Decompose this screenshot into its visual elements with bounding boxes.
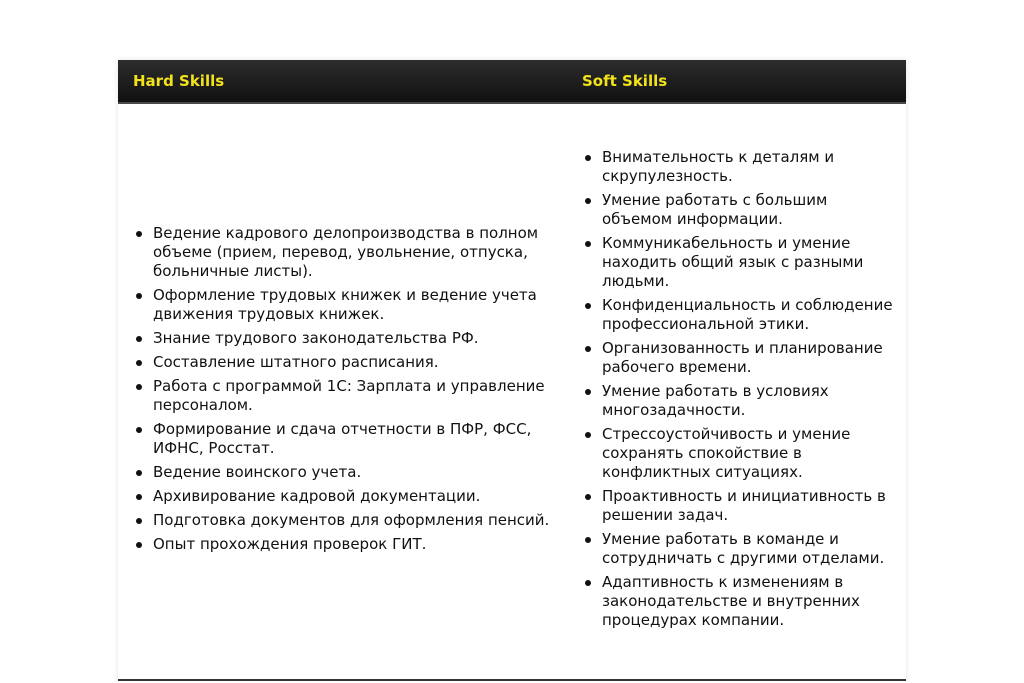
list-item: Проактивность и инициативность в решении задач. [602,487,894,525]
list-item: Коммуникабельность и умение находить общий язык с разными людьми. [602,234,894,291]
list-item: Архивирование кадровой документации. [153,487,557,506]
list-item: Работа с программой 1С: Зарплата и управление персоналом. [153,377,557,415]
list-item: Умение работать с большим объемом информации. [602,191,894,229]
list-item: Знание трудового законодательства РФ. [153,329,557,348]
list-item: Ведение кадрового делопроизводства в полном объеме (прием, перевод, увольнение, отпуска, больничные листы). [153,224,557,281]
list-item: Внимательность к деталям и скрупулезность. [602,148,894,186]
list-item: Оформление трудовых книжек и ведение учета движения трудовых книжек. [153,286,557,324]
list-item: Организованность и планирование рабочего времени. [602,339,894,377]
list-item: Умение работать в команде и сотрудничать с другими отделами. [602,530,894,568]
list-item: Подготовка документов для оформления пенсий. [153,511,557,530]
list-item: Формирование и сдача отчетности в ПФР, ФСС, ИФНС, Росстат. [153,420,557,458]
list-item: Стрессоустойчивость и умение сохранять спокойствие в конфликтных ситуациях. [602,425,894,482]
soft-skills-cell [567,104,906,679]
list-item: Составление штатного расписания. [153,353,557,372]
list-item: Конфиденциальность и соблюдение профессиональной этики. [602,296,893,333]
list-item: Опыт прохождения проверок ГИТ. [153,535,557,554]
list-item: Адаптивность к изменениям в законодательстве и внутренних процедурах компании. [602,573,894,630]
header-hard-skills: Hard Skills [133,72,225,90]
soft-skills-list [582,148,894,635]
table-header [118,60,906,104]
list-item: Ведение воинского учета. [153,463,557,482]
hard-skills-cell [118,104,567,679]
hard-skills-list [133,224,557,559]
header-soft-skills: Soft Skills [582,72,668,90]
table-body [118,104,906,681]
list-item: Умение работать в условиях многозадачности. [602,382,894,420]
skills-table [118,60,906,683]
